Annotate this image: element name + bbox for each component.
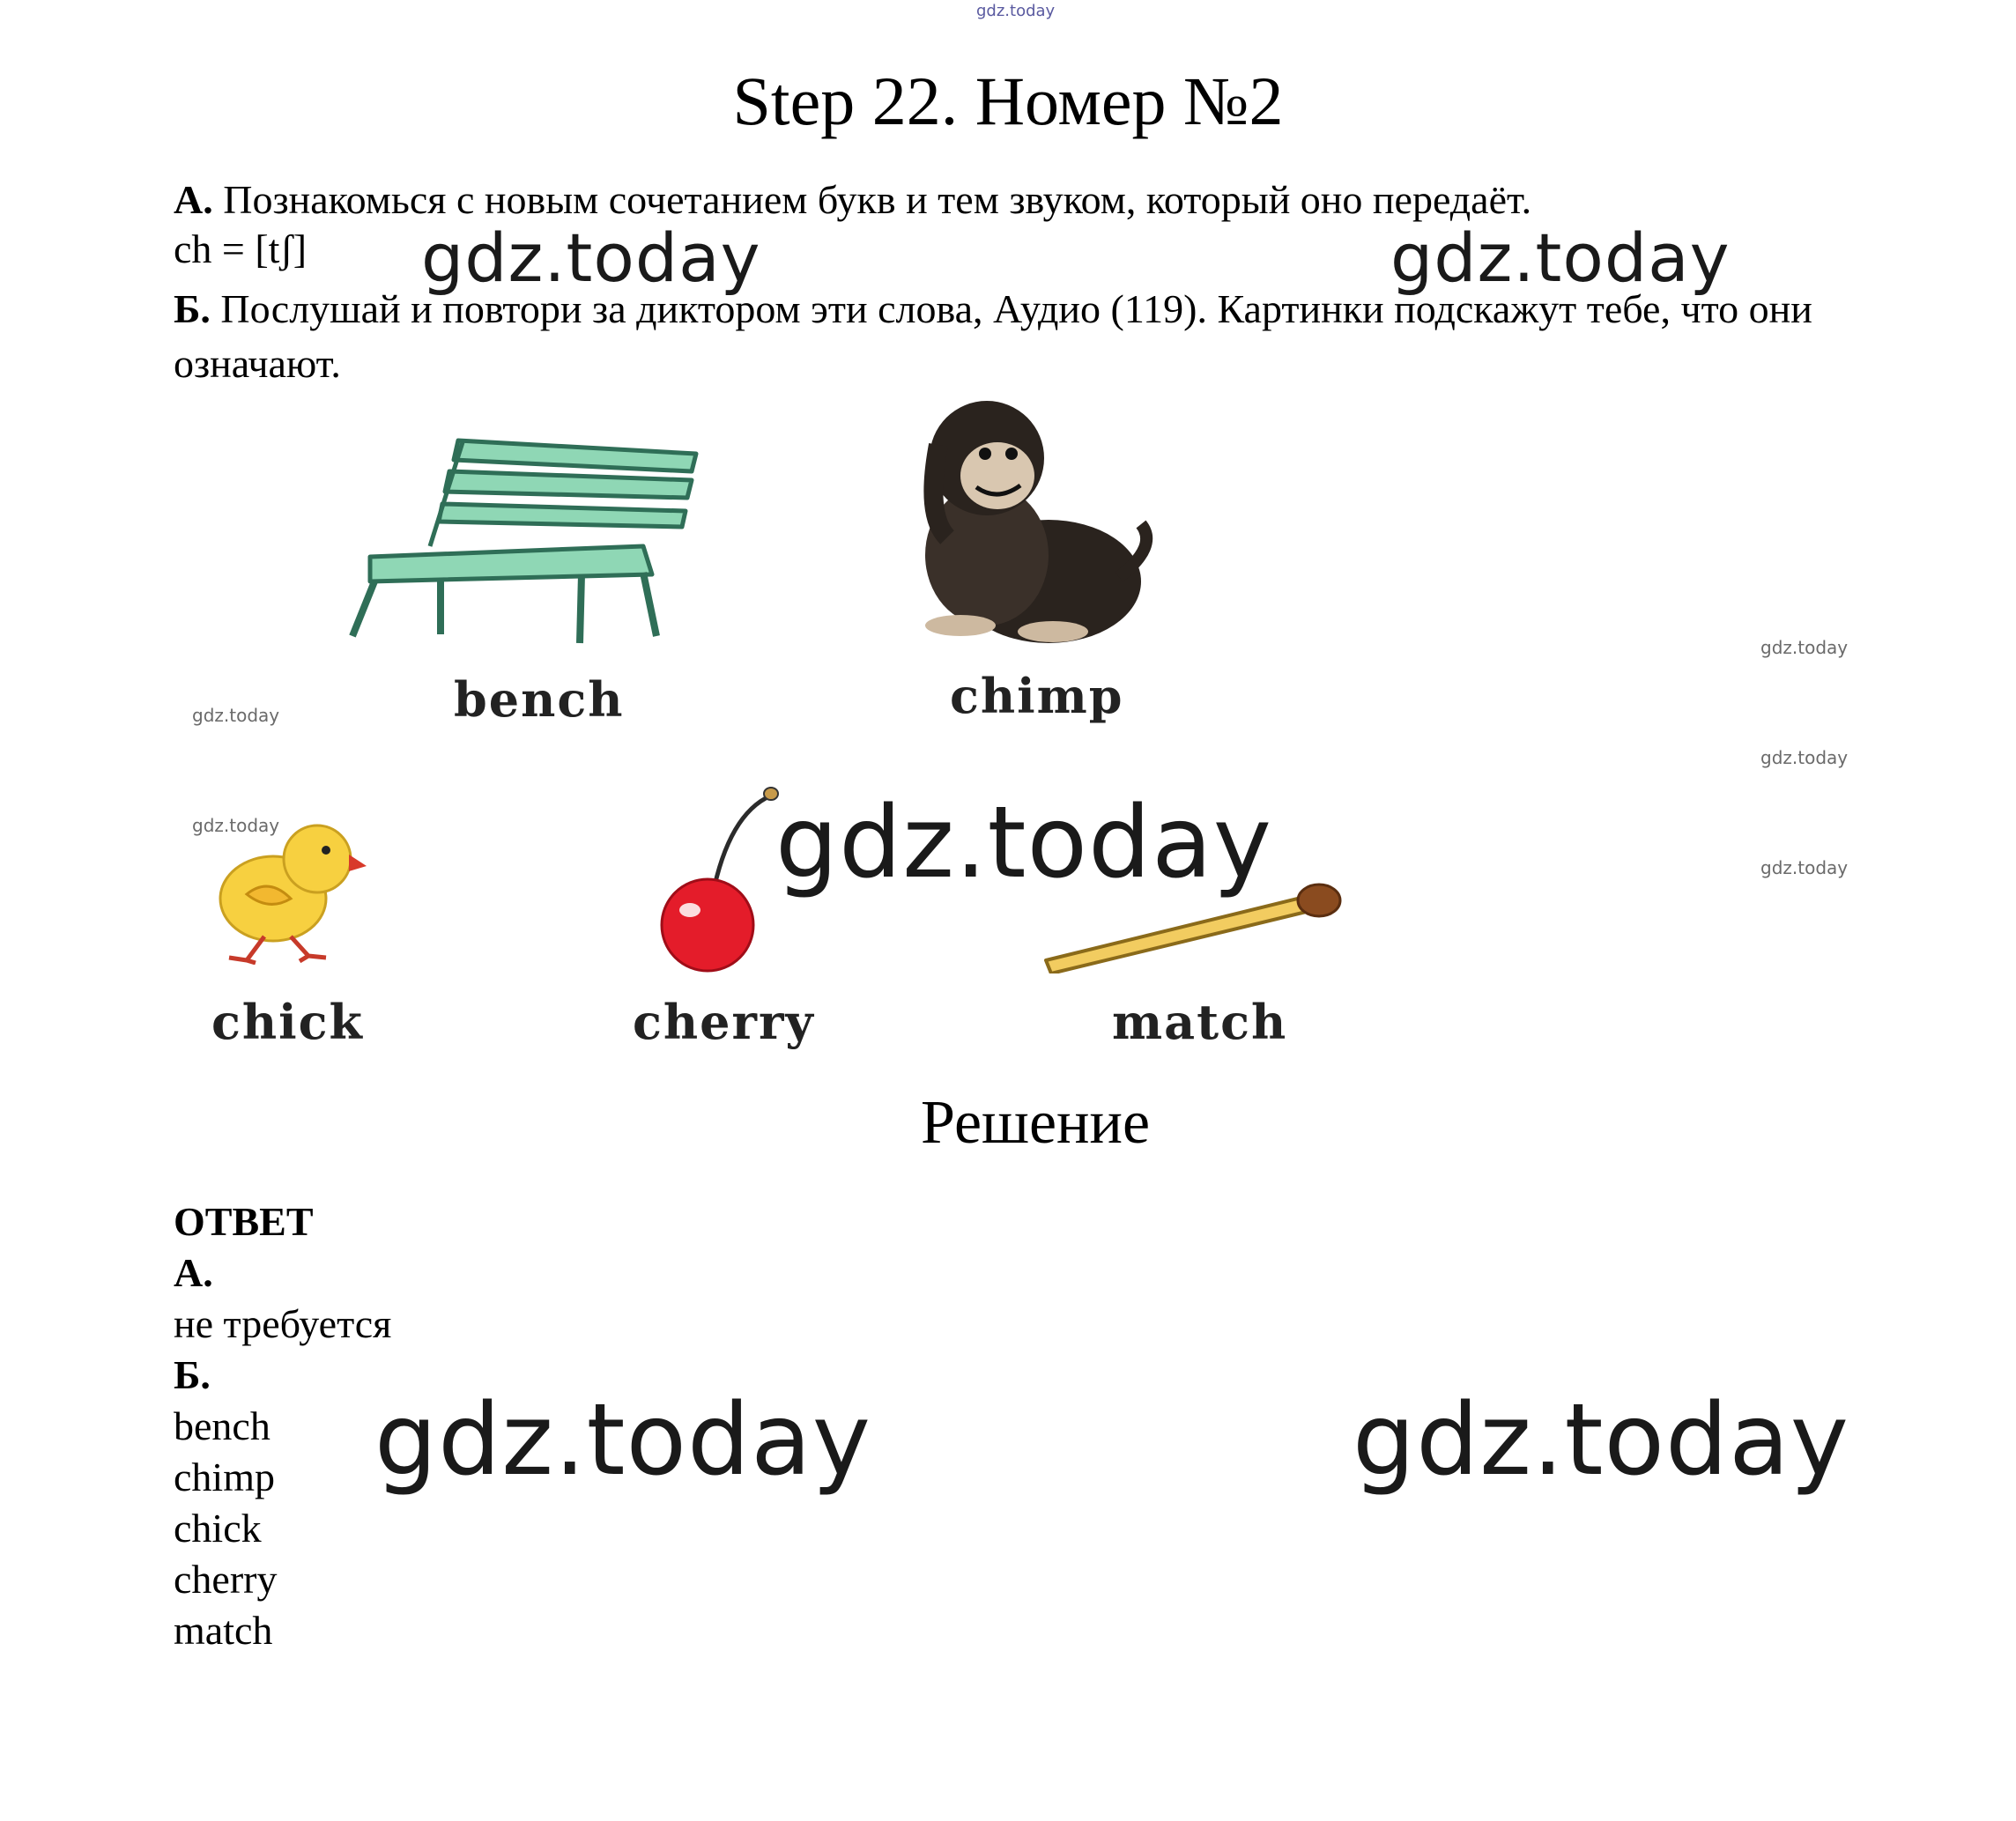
answer-word: chimp (174, 1455, 275, 1499)
watermark: gdz.today (1390, 218, 1731, 297)
answer-word: cherry (174, 1557, 278, 1602)
watermark: gdz.today (421, 218, 761, 297)
answer-heading: ОТВЕТ (174, 1199, 314, 1244)
answer-part-a-text: не требуется (174, 1301, 392, 1346)
answer-word: chick (174, 1506, 262, 1551)
bench-icon (344, 432, 714, 661)
top-watermark: gdz.today (976, 2, 1056, 20)
watermark-small: gdz.today (192, 815, 280, 836)
picture-label-cherry: cherry (633, 994, 815, 1050)
watermark-small: gdz.today (1760, 747, 1849, 768)
watermark-large: gdz.today (1353, 1383, 1850, 1498)
exercise-b-marker: Б. (174, 286, 211, 331)
sound-formula: ch = [tʃ] (174, 226, 308, 271)
picture-label-bench: bench (454, 671, 625, 728)
picture-label-match: match (1112, 994, 1288, 1050)
exercise-a-text: Познакомься с новым сочетанием букв и тем звуком, который оно передаёт. (212, 177, 1532, 222)
watermark-large: gdz.today (374, 1383, 872, 1498)
exercise-b (174, 282, 1865, 391)
answer-word: bench (174, 1403, 271, 1448)
answer-word: match (174, 1608, 273, 1653)
cherry-icon (648, 780, 789, 973)
exercise-b-text: Послушай и повтори за диктором эти слова, Аудио (119). Картинки подскажут тебе, что они означают. (174, 286, 1812, 386)
exercise-a (174, 173, 1531, 227)
exercise-a-marker: А. (174, 177, 213, 222)
page-title: Step 22. Номер №2 (732, 63, 1284, 139)
watermark-small: gdz.today (192, 705, 280, 726)
answer-part-a: А. (174, 1250, 213, 1295)
chick-icon (194, 806, 370, 965)
chimp-icon (899, 392, 1163, 656)
watermark-large: gdz.today (775, 786, 1273, 900)
watermark-small: gdz.today (1760, 637, 1849, 658)
picture-label-chick: chick (211, 994, 364, 1050)
picture-label-chimp: chimp (950, 668, 1124, 724)
watermark-small: gdz.today (1760, 857, 1849, 878)
answer-part-b: Б. (174, 1352, 211, 1397)
solution-title: Решение (920, 1089, 1151, 1157)
